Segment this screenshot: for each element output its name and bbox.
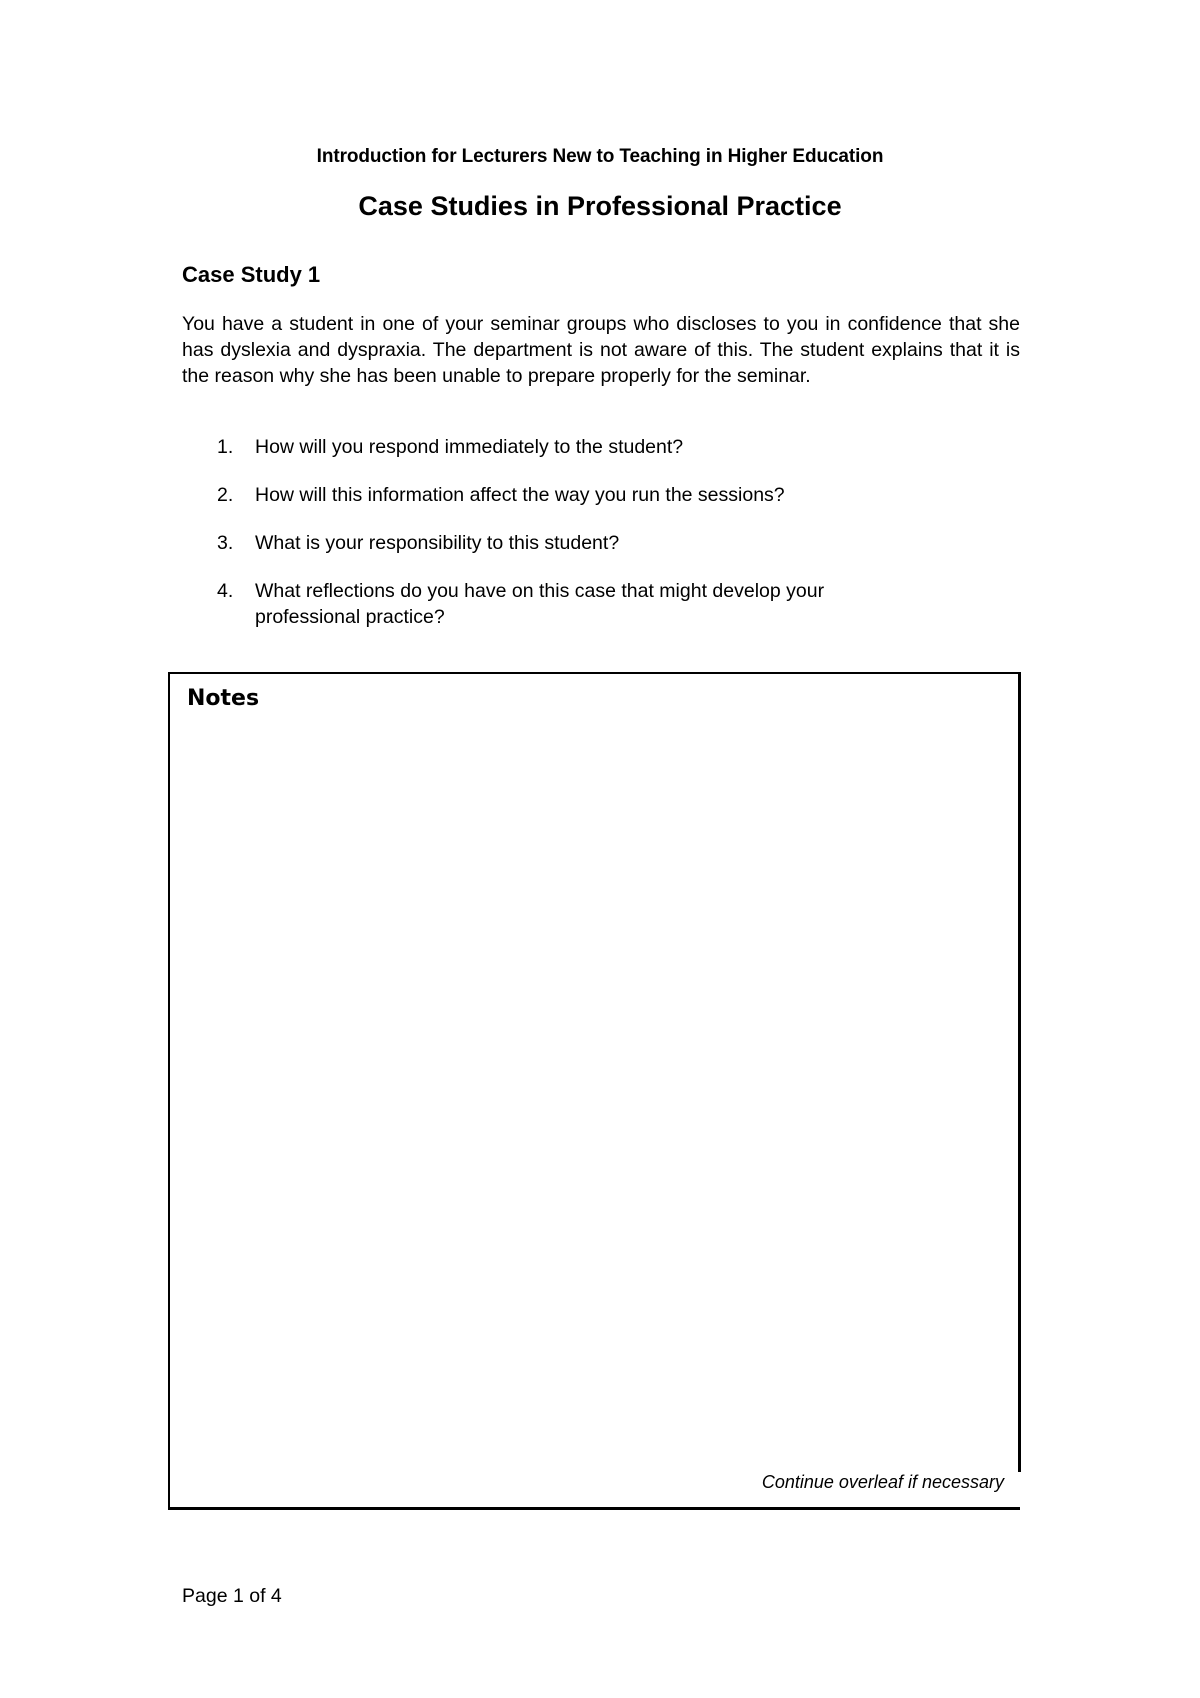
question-item bbox=[182, 482, 942, 508]
question-item bbox=[182, 434, 942, 460]
question-text: How will this information affect the way you run the sessions? bbox=[255, 484, 785, 506]
page-number: Page 1 of 4 bbox=[182, 1585, 282, 1607]
document-title: Case Studies in Professional Practice bbox=[358, 191, 842, 221]
continue-overleaf-note: Continue overleaf if necessary bbox=[761, 1472, 1004, 1492]
notes-box-right-border bbox=[1018, 672, 1021, 1472]
document-subtitle: Introduction for Lecturers New to Teaching in Higher Education bbox=[316, 146, 884, 167]
question-text: What reflections do you have on this case that might develop your professional practice? bbox=[255, 580, 825, 628]
question-text: How will you respond immediately to the student? bbox=[255, 436, 684, 458]
notes-label: Notes bbox=[187, 686, 260, 711]
case-study-body: You have a student in one of your seminar groups who discloses to you in confidence that she has dyslexia and dyspraxia. The department is not aware of this. The student explains that it is the reason why she has been unable to prepare properly for the seminar. bbox=[182, 313, 1020, 387]
notes-box[interactable] bbox=[168, 672, 1020, 1510]
case-study-heading: Case Study 1 bbox=[182, 262, 321, 287]
question-number: 1. bbox=[217, 436, 234, 458]
question-text: What is your responsibility to this student? bbox=[255, 532, 620, 554]
question-number: 4. bbox=[217, 580, 234, 602]
question-item bbox=[182, 530, 942, 556]
question-number: 3. bbox=[217, 532, 234, 554]
question-item bbox=[182, 578, 895, 630]
question-number: 2. bbox=[217, 484, 234, 506]
question-list bbox=[182, 434, 942, 652]
